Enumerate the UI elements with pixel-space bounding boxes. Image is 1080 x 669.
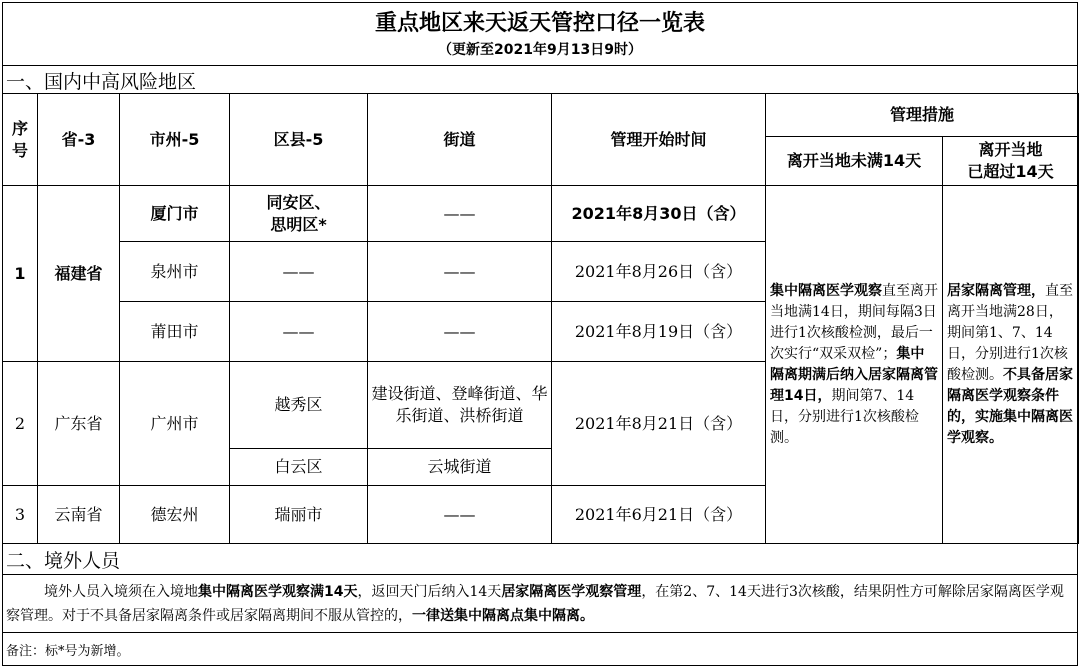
row1-street: —— xyxy=(368,186,552,242)
overseas-paragraph xyxy=(6,580,1074,628)
header-start-time: 管理开始时间 xyxy=(552,94,766,186)
row3-city: 莆田市 xyxy=(120,302,230,362)
measure-under-heading: 集中隔离医学观察 xyxy=(770,282,882,299)
header-over-14-days: 离开当地 已超过14天 xyxy=(943,137,1079,186)
row2-county: —— xyxy=(230,242,368,302)
row2-city: 泉州市 xyxy=(120,242,230,302)
risk-area-table xyxy=(2,93,1079,544)
divider xyxy=(2,65,1078,66)
row6-province: 云南省 xyxy=(38,486,120,544)
row6-seq: 3 xyxy=(3,486,38,544)
header-measures: 管理措施 xyxy=(766,94,1079,137)
measure-under-heading2: 集中隔离期满后纳入居家隔离管理14日， xyxy=(770,345,938,404)
row3-start: 2021年8月19日（含） xyxy=(552,302,766,362)
row6-start: 2021年6月21日（含） xyxy=(552,486,766,544)
row4-start: 2021年8月21日（含） xyxy=(552,362,766,486)
row1-city: 厦门市 xyxy=(120,186,230,242)
measure-over-text: 直至离开当地满28日，期间第1、7、14日，分别进行1次核酸检测。 xyxy=(947,282,1073,383)
row4-province: 广东省 xyxy=(38,362,120,486)
row6-city: 德宏州 xyxy=(120,486,230,544)
overseas-text2: ，返回天门后纳入14天 xyxy=(357,584,502,600)
overseas-text1: 境外人员入境须在入境地 xyxy=(44,584,198,600)
divider xyxy=(2,574,1078,575)
page-title: 重点地区来天返天管控口径一览表 xyxy=(374,11,705,36)
row1-province: 福建省 xyxy=(38,186,120,362)
section-heading-domestic: 一、国内中高风险地区 xyxy=(6,71,197,93)
row4-city: 广州市 xyxy=(120,362,230,486)
row1-start: 2021年8月30日（含） xyxy=(552,186,766,242)
divider xyxy=(2,632,1078,633)
row6-street: —— xyxy=(368,486,552,544)
row2-street: —— xyxy=(368,242,552,302)
page-subtitle: （更新至2021年9月13日9时） xyxy=(438,42,642,58)
row3-street: —— xyxy=(368,302,552,362)
measure-over-alt: 不具备居家隔离医学观察条件的，实施集中隔离医学观察。 xyxy=(947,366,1073,446)
overseas-text3: ，在第2、7、14天进行3次核酸，结果阴性方可解除居家隔离医学观察管理。对于不具备居家隔离条件或居家隔离期间不服从管控的， xyxy=(6,584,1064,624)
measure-over-heading: 居家隔离管理， xyxy=(947,282,1045,299)
header-city: 市州-5 xyxy=(120,94,230,186)
row4-street: 建设街道、登峰街道、华乐街道、洪桥街道 xyxy=(368,362,552,449)
measure-under-text1: 直至离开当地满14日，期间每隔3日进行1次核酸检测，最后一次实行“双采双检”； xyxy=(770,282,938,362)
section-heading-overseas: 二、境外人员 xyxy=(6,550,121,572)
measure-under-text2: 期间第7、14日，分别进行1次核酸检测。 xyxy=(770,387,919,446)
header-under-14-days: 离开当地未满14天 xyxy=(766,137,943,186)
overseas-emph2: 居家隔离医学观察管理 xyxy=(501,584,642,600)
overseas-emph1: 集中隔离医学观察满14天 xyxy=(198,584,358,600)
header-province: 省-3 xyxy=(38,94,120,186)
row4-county: 越秀区 xyxy=(230,362,368,449)
header-county: 区县-5 xyxy=(230,94,368,186)
row3-county: —— xyxy=(230,302,368,362)
header-street: 街道 xyxy=(368,94,552,186)
measure-over-14-days xyxy=(943,186,1079,544)
row5-street: 云城街道 xyxy=(368,449,552,486)
header-seq: 序 号 xyxy=(3,94,38,186)
row1-county: 同安区、 思明区* xyxy=(230,186,368,242)
row5-county: 白云区 xyxy=(230,449,368,486)
row4-seq: 2 xyxy=(3,362,38,486)
overseas-emph3: 一律送集中隔离点集中隔离。 xyxy=(412,608,594,624)
footnote: 备注：标*号为新增。 xyxy=(6,644,130,659)
row6-county: 瑞丽市 xyxy=(230,486,368,544)
measure-under-14-days xyxy=(766,186,943,544)
row2-start: 2021年8月26日（含） xyxy=(552,242,766,302)
row1-seq: 1 xyxy=(3,186,38,362)
